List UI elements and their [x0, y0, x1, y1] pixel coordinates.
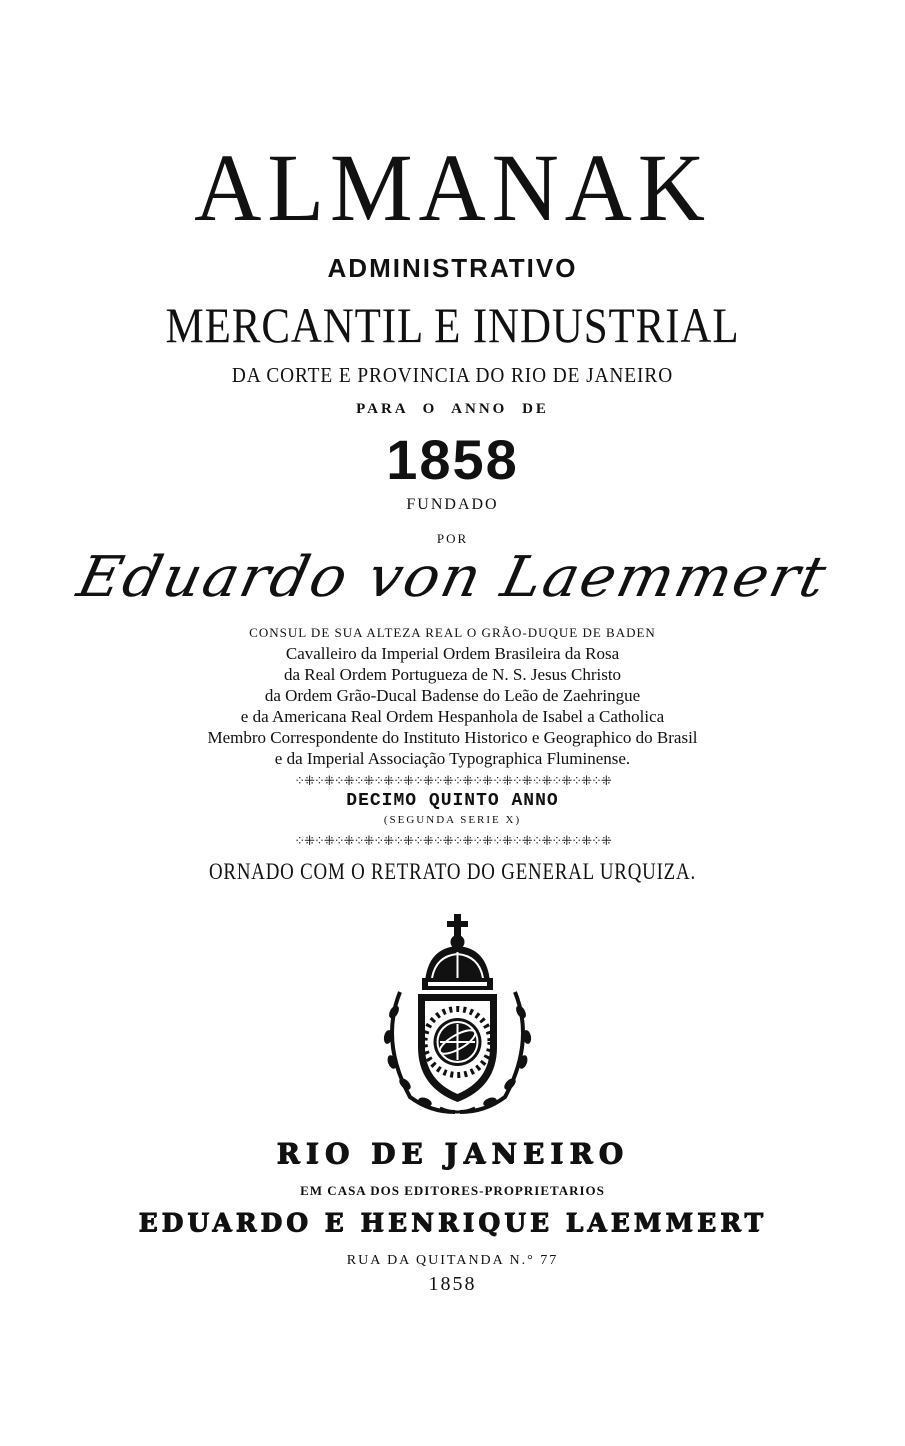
city-name: RIO DE JANEIRO: [276, 1137, 629, 1170]
subtitle-para-o-anno: PARA O ANNO DE: [356, 401, 549, 417]
subtitle-corte: DA CORTE E PROVINCIA DO RIO DE JANEIRO: [231, 363, 674, 387]
ornament-rule-top: ⁘⁜⁘⁜⁘⁜⁘⁜⁘⁜⁘⁜⁘⁜⁘⁜⁘⁜⁘⁜⁘⁜⁘⁜⁘⁜⁘⁜⁘⁜⁘⁜: [294, 773, 611, 788]
year-small: 1858: [428, 1273, 477, 1295]
credit-line: da Ordem Grão-Ducal Badense do Leão de Zaehringue: [264, 686, 641, 705]
credit-line: da Real Ordem Portugueza de N. S. Jesus Christo: [283, 665, 622, 684]
author-signature: Eduardo von Laemmert: [71, 545, 834, 610]
year-large: 1858: [386, 428, 519, 491]
page-title: ALMANAK: [194, 134, 711, 241]
by-label: POR: [436, 531, 469, 546]
credit-line: e da Imperial Associação Typographica Fluminense.: [274, 749, 631, 768]
series-label: (SEGUNDA SERIE X): [383, 814, 522, 826]
publisher-address: RUA DA QUITANDA N.° 77: [346, 1253, 559, 1268]
credit-line: Membro Correspondente do Instituto Historico e Geographico do Brasil: [207, 728, 698, 747]
ornament-rule-bottom: ⁘⁜⁘⁜⁘⁜⁘⁜⁘⁜⁘⁜⁘⁜⁘⁜⁘⁜⁘⁜⁘⁜⁘⁜⁘⁜⁘⁜⁘⁜⁘⁜: [294, 833, 611, 848]
subtitle-administrativo: ADMINISTRATIVO: [327, 253, 578, 283]
founded-label: FUNDADO: [406, 496, 499, 513]
imperial-coat-of-arms-icon: [370, 912, 545, 1117]
decoration-note: ORNADO COM O RETRATO DO GENERAL URQUIZA.: [208, 859, 697, 884]
credit-line: e da Americana Real Ordem Hespanhola de Isabel a Catholica: [240, 707, 665, 726]
credit-line: CONSUL DE SUA ALTEZA REAL O GRÃO-DUQUE DE BADEN: [249, 625, 656, 640]
subtitle-mercantil: MERCANTIL E INDUSTRIAL: [165, 297, 740, 353]
author-credits: [0, 622, 905, 769]
edition-label: DECIMO QUINTO ANNO: [346, 791, 559, 811]
publisher-names: EDUARDO E HENRIQUE LAEMMERT: [138, 1208, 767, 1237]
credit-line: Cavalleiro da Imperial Ordem Brasileira da Rosa: [285, 644, 620, 663]
publisher-label: EM CASA DOS EDITORES-PROPRIETARIOS: [300, 1183, 605, 1198]
